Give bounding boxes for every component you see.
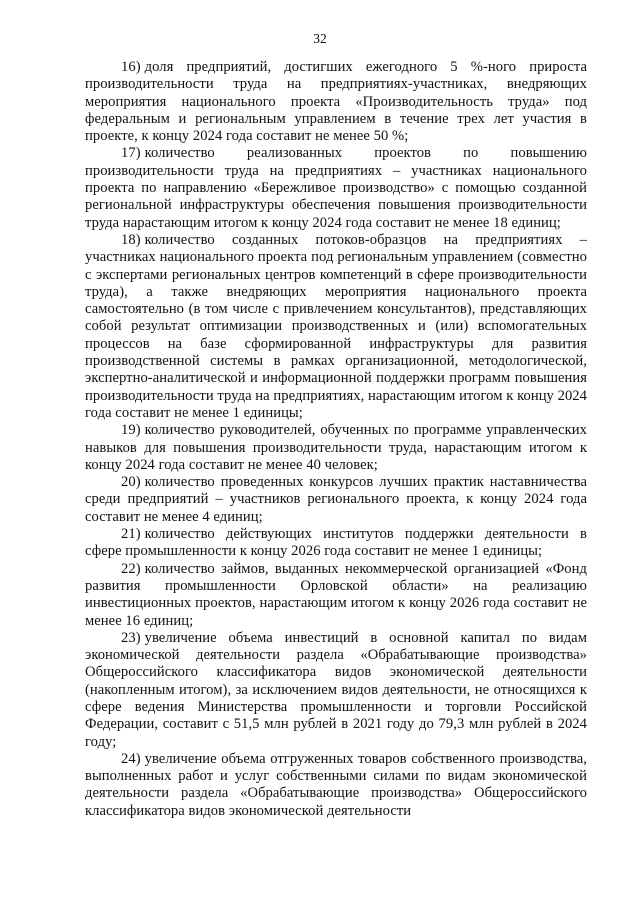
list-item-18 — [85, 232, 587, 422]
item-number: 19) — [121, 422, 141, 439]
item-number: 16) — [121, 59, 141, 75]
list-item-17 — [85, 145, 587, 231]
item-text: увеличение объема инвестиций в основной капитал по видам экономической деятельности раздела «Обрабатывающие производства» Общероссийского классификатора видов экономической деятельности (накопленным итогом), за исключением видов деятельности, не относящихся к сфере ведения Министерства промышленности и торговли Российской Федерации, составит с 51,5 млн рублей в 2021 году до 79,3 млн рублей в 2024 году; — [85, 629, 587, 750]
item-number: 18) — [121, 231, 141, 248]
list-item-16 — [85, 59, 587, 145]
list-item-23 — [85, 630, 587, 751]
item-text: доля предприятий, достигших ежегодного 5 %-ного прироста производительности труда на предприятиях-участниках, внедряющих мероприятия национального проекта «Производительность труда» под федеральным и региональным управлением в течение трех лет участия в проекте, к концу 2024 года составит не менее 50 %; — [85, 59, 587, 145]
document-body — [85, 59, 587, 820]
item-number: 22) — [121, 560, 141, 577]
list-item-21 — [85, 526, 587, 561]
item-text: количество созданных потоков-образцов на предприятиях – участниках национального проекта под региональным управлением (совместно с экспертами региональных центров компетенций в сфере производительности труда), а также внедряющих мероприятия национального проекта самостоятельно (в том числе с привлечением консультантов), представляющих собой результат оптимизации производственных и (или) вспомогательных процессов на базе сформированной инфраструктуры для развития производственной системы в рамках организационной, методологической, экспертно-аналитической и информационной поддержки программ повышения производительности труда на предприятиях, нарастающим итогом к концу 2024 года составит не менее 1 единицы; — [85, 231, 587, 421]
item-text: количество руководителей, обученных по программе управленческих навыков для повышения производительности труда, нарастающим итогом к концу 2024 года составит не менее 40 человек; — [85, 422, 587, 473]
item-number: 24) — [121, 750, 141, 767]
page-number: 32 — [313, 31, 327, 46]
item-text: количество реализованных проектов по повышению производительности труда на предприятиях – участниках национального проекта по направлению «Бережливое производство» с помощью созданной региональной инфраструктуры обеспечения повышения производительности труда нарастающим итогом к концу 2024 года составит не менее 18 единиц; — [85, 145, 587, 231]
item-number: 17) — [121, 145, 141, 162]
list-item-24 — [85, 751, 587, 820]
item-text: увеличение объема отгруженных товаров собственного производства, выполненных работ и услуг собственными силами по видам экономической деятельности раздела «Обрабатывающие производства» Общероссийского классификатора видов экономической деятельности — [85, 750, 587, 819]
item-number: 20) — [121, 474, 141, 491]
item-number: 21) — [121, 526, 141, 543]
list-item-20 — [85, 474, 587, 526]
list-item-22 — [85, 561, 587, 630]
item-number: 23) — [121, 629, 141, 646]
list-item-19 — [85, 422, 587, 474]
item-text: количество действующих институтов поддержки деятельности в сфере промышленности к концу 2026 года составит не менее 1 единицы; — [85, 526, 587, 560]
item-text: количество займов, выданных некоммерческой организацией «Фонд развития промышленности Орловской области» на реализацию инвестиционных проектов, нарастающим итогом к концу 2026 года составит не менее 16 единиц; — [85, 560, 587, 629]
item-text: количество проведенных конкурсов лучших практик наставничества среди предприятий – участников регионального проекта, к концу 2024 года составит не менее 4 единиц; — [85, 474, 587, 525]
